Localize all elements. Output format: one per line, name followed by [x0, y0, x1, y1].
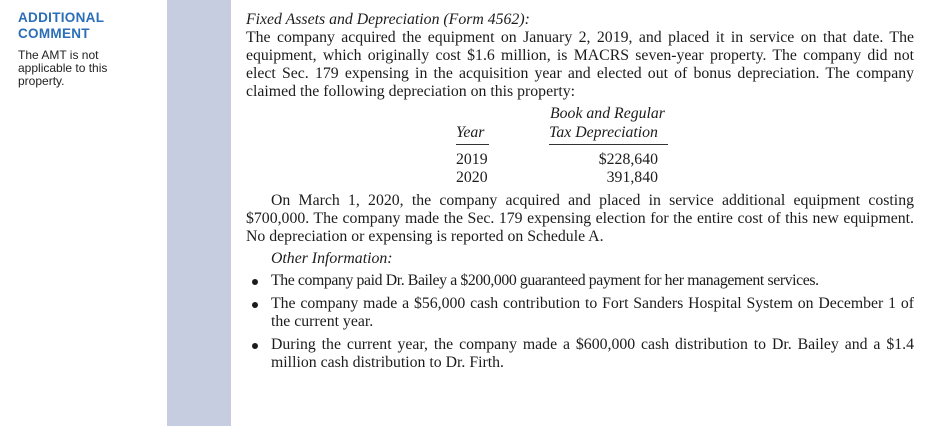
bullet-icon: [252, 343, 258, 349]
table-row: [456, 169, 658, 187]
list-item: [246, 336, 914, 372]
section-heading: Fixed Assets and Depreciation (Form 4562):: [246, 11, 530, 28]
header-rule-year: [456, 144, 489, 145]
row-amount: $228,640: [598, 151, 658, 168]
bullet-icon: [252, 279, 258, 285]
sidebar-comment-text: The AMT is not applicable to this property.: [18, 48, 108, 88]
paragraph-additional-equipment: On March 1, 2020, the company acquired and placed in service additional equipment costing $700,000. The company made the Sec. 179 expensing election for the entire cost of this new equipment. No depreciation or expensing is reported on Schedule A.: [246, 192, 914, 245]
list-item: [246, 272, 914, 290]
sidebar-title: [18, 10, 153, 42]
header-rule-tax: [549, 144, 668, 145]
other-information-heading: Other Information:: [271, 250, 393, 267]
row-year: 2019: [456, 151, 488, 168]
row-amount: 391,840: [606, 169, 658, 186]
table-row: [456, 151, 658, 169]
table-header-book: Book and Regular: [550, 105, 665, 122]
table-header-year: Year: [456, 124, 485, 141]
additional-comment-sidebar: [18, 10, 153, 88]
list-item-text: The company made a $56,000 cash contribution to Fort Sanders Hospital System on December 1 of the current year.: [271, 295, 914, 330]
depreciation-table: [246, 105, 914, 192]
list-item: [246, 295, 914, 331]
main-content: [246, 11, 914, 377]
margin-bar: [167, 0, 231, 426]
list-item-text: The company paid Dr. Bailey a $200,000 guaranteed payment for her management services.: [271, 272, 819, 289]
sidebar-title-line1: ADDITIONAL: [18, 10, 105, 25]
sidebar-title-line2: COMMENT: [18, 26, 90, 41]
list-item-text: During the current year, the company made a $600,000 cash distribution to Dr. Bailey and a $1.4 million cash distribution to Dr. Firth.: [271, 336, 914, 371]
row-year: 2020: [456, 169, 488, 186]
other-information-list: [246, 272, 914, 372]
table-header-tax: Tax Depreciation: [549, 124, 658, 141]
bullet-icon: [252, 302, 258, 308]
paragraph-equipment: The company acquired the equipment on January 2, 2019, and placed it in service on that date. The equipment, which originally cost $1.6 million, is MACRS seven-year property. The company did not elect Sec. 179 expensing in the acquisition year and elected out of bonus depreciation. The company claimed the following depreciation on this property:: [246, 29, 914, 100]
